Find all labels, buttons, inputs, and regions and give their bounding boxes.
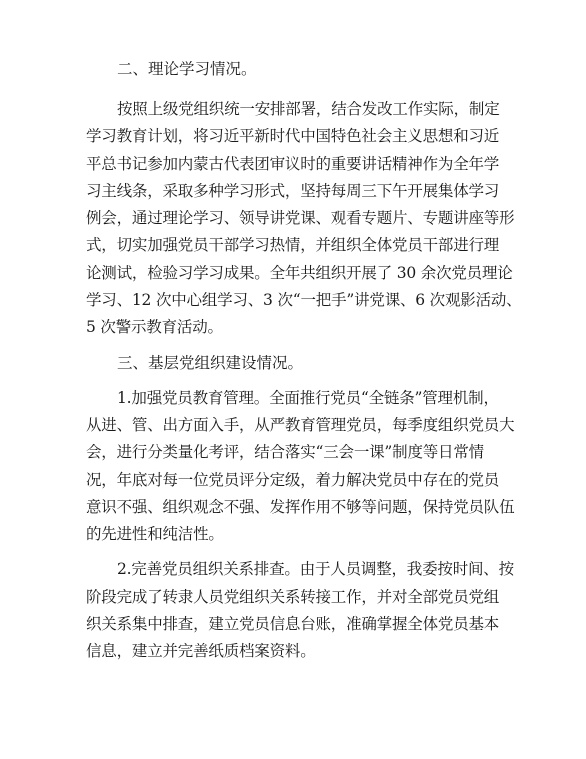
document-page (86, 56, 522, 666)
paragraph-line: 按照上级党组织统一安排部署，结合发改工作实际，制定 (117, 100, 500, 118)
paragraph-line: 况，年底对每一位党员评分定级，着力解决党员中存在的党员 (86, 470, 500, 489)
spacer (86, 342, 506, 350)
paragraph-line: 学习、12 次中心组学习、3 次“一把手”讲党课、6 次观影活动、 (86, 291, 522, 310)
section-heading-party-building: 三、基层党组织建设情况。 (117, 353, 304, 372)
spacer (86, 377, 506, 385)
paragraph-line: 信息，建立并完善纸质档案资料。 (86, 642, 316, 661)
section-heading-theory-study: 二、理论学习情况。 (117, 60, 257, 78)
paragraph-member-education (86, 385, 515, 549)
paragraph-line: 意识不强、组织观念不强、发挥作用不够等问题，保持党员队伍 (86, 497, 515, 516)
paragraph-line: 平总书记参加内蒙古代表团审议时的重要讲话精神作为全年学 (86, 154, 500, 173)
paragraph-line: 式，切实加强党员干部学习热情，并组织全体党员干部进行理 (86, 236, 500, 255)
paragraph-line: 例会，通过理论学习、领导讲党课、观看专题片、专题讲座等形 (86, 209, 515, 228)
paragraph-theory-study (86, 96, 522, 342)
paragraph-line: 习主线条，采取多种学习形式，坚持每周三下午开展集体学习 (86, 181, 500, 200)
paragraph-line: 阶段完成了转隶人员党组织关系转接工作，并对全部党员党组 (86, 587, 500, 606)
paragraph-organization-relations (86, 556, 514, 665)
paragraph-line: 2.完善党员组织关系排查。由于人员调整，我委按时间、按 (117, 560, 514, 579)
paragraph-line: 的先进性和纯洁性。 (86, 525, 224, 544)
spacer (86, 83, 506, 96)
paragraph-line: 论测试，检验习学习成果。全年共组织开展了 30 余次党员理论 (86, 263, 513, 282)
paragraph-line: 从进、管、出方面入手，从严教育管理党员，每季度组织党员大 (86, 415, 515, 434)
paragraph-line: 学习教育计划，将习近平新时代中国特色社会主义思想和习近 (86, 127, 500, 146)
paragraph-line: 1.加强党员教育管理。全面推行党员“全链条”管理机制， (117, 388, 499, 407)
paragraph-line: 织关系集中排查，建立党员信息台账，准确掌握全体党员基本 (86, 615, 500, 634)
paragraph-line: 会，进行分类量化考评，结合落实“三会一课”制度等日常情 (86, 443, 484, 462)
paragraph-line: 5 次警示教育活动。 (86, 318, 223, 337)
spacer (86, 548, 506, 556)
